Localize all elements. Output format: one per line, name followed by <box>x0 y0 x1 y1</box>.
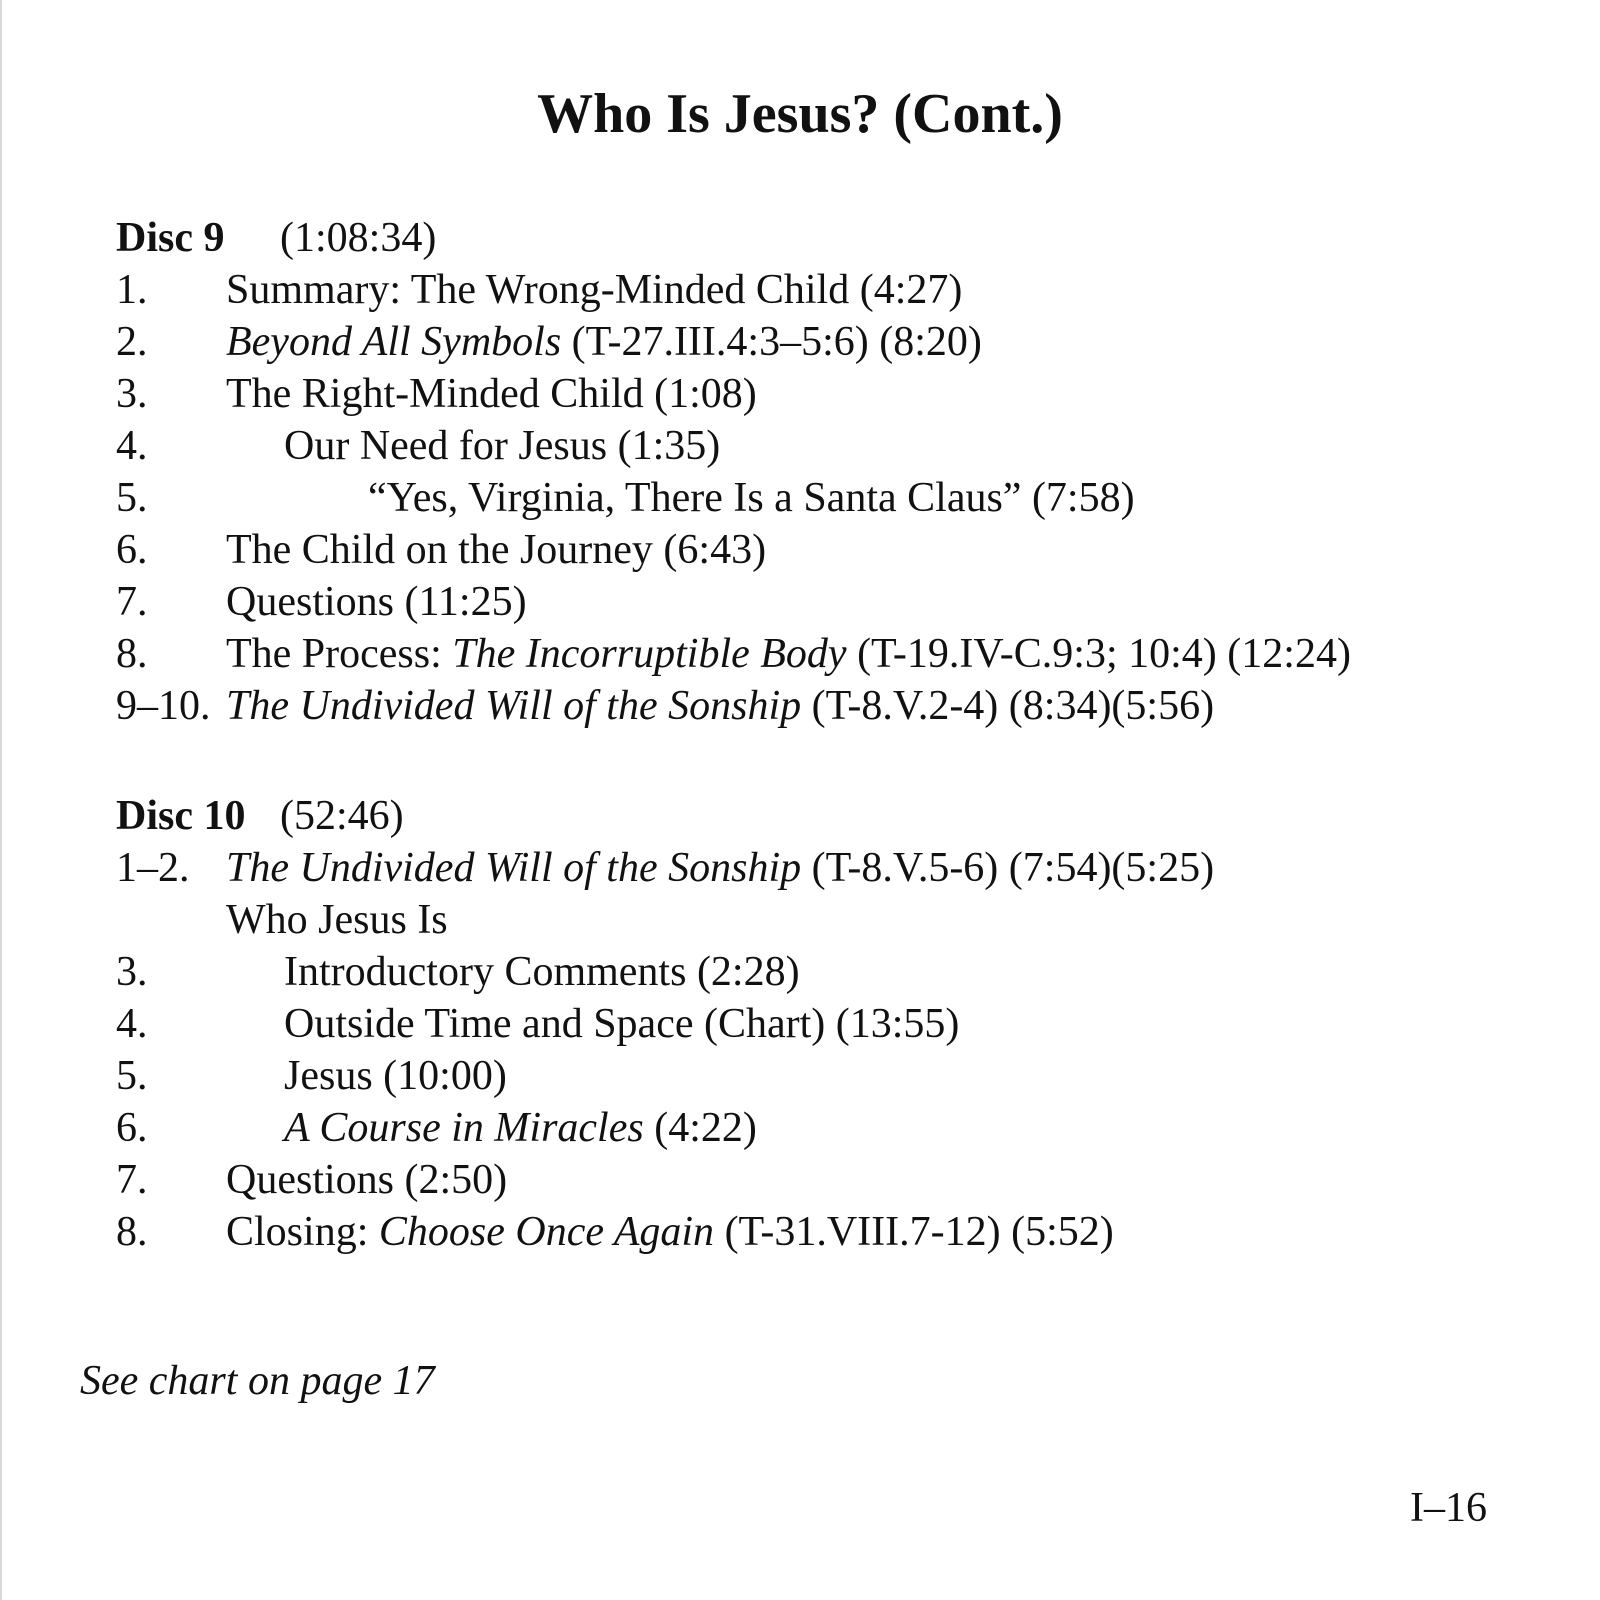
track-row <box>116 264 1351 316</box>
track-title: Outside Time and Space (Chart) (13:55) <box>284 1001 960 1047</box>
track-row <box>116 576 1351 628</box>
track-row <box>116 316 1351 368</box>
track-row <box>116 1050 1214 1102</box>
track-row <box>116 524 1351 576</box>
track-number: 1–2. <box>116 845 190 891</box>
disc-duration: (52:46) <box>280 793 404 839</box>
track-row <box>116 1102 1214 1154</box>
disc-9-section <box>116 212 1351 732</box>
track-number: 8. <box>116 631 148 677</box>
track-row <box>116 472 1351 524</box>
track-number: 7. <box>116 1157 148 1203</box>
track-title: The Right-Minded Child (1:08) <box>226 371 757 417</box>
track-number: 1. <box>116 267 148 313</box>
track-title: The Process: The Incorruptible Body (T-19.IV-C.9:3; 10:4) (12:24) <box>226 631 1351 677</box>
track-title: The Undivided Will of the Sonship (T-8.V.5-6) (7:54)(5:25) <box>226 845 1215 891</box>
track-number: 2. <box>116 319 148 365</box>
track-row <box>116 420 1351 472</box>
track-title: Summary: The Wrong-Minded Child (4:27) <box>226 267 963 313</box>
track-number: 3. <box>116 371 148 417</box>
disc-duration: (1:08:34) <box>280 215 437 261</box>
track-title: A Course in Miracles (4:22) <box>284 1105 757 1151</box>
track-title: Who Jesus Is <box>226 897 448 943</box>
track-number: 4. <box>116 423 148 469</box>
track-number: 9–10. <box>116 683 211 729</box>
track-number: 6. <box>116 527 148 573</box>
track-number: 6. <box>116 1105 148 1151</box>
chart-reference-note: See chart on page 17 <box>80 1358 435 1404</box>
disc-header <box>116 212 1351 264</box>
track-row <box>116 680 1351 732</box>
track-row <box>116 1154 1214 1206</box>
track-number: 8. <box>116 1209 148 1255</box>
track-row <box>116 368 1351 420</box>
disc-header <box>116 790 1214 842</box>
track-number: 3. <box>116 949 148 995</box>
track-row <box>116 1206 1214 1258</box>
disc-10-section <box>116 790 1214 1258</box>
section-subheading <box>116 894 1214 946</box>
track-title: Our Need for Jesus (1:35) <box>284 423 721 469</box>
track-number: 4. <box>116 1001 148 1047</box>
track-row <box>116 842 1214 894</box>
disc-label: Disc 10 <box>116 793 246 839</box>
page-edge-rule <box>0 0 2 1600</box>
track-title: “Yes, Virginia, There Is a Santa Claus” (7:58) <box>368 475 1135 521</box>
disc-label: Disc 9 <box>116 215 225 261</box>
track-title: Questions (2:50) <box>226 1157 508 1203</box>
track-title: Beyond All Symbols (T-27.III.4:3–5:6) (8:20) <box>226 319 982 365</box>
track-number: 5. <box>116 475 148 521</box>
track-row <box>116 998 1214 1050</box>
track-row <box>116 946 1214 998</box>
track-title: The Child on the Journey (6:43) <box>226 527 767 573</box>
track-title: Jesus (10:00) <box>284 1053 507 1099</box>
track-title: Introductory Comments (2:28) <box>284 949 800 995</box>
track-title: Questions (11:25) <box>226 579 527 625</box>
track-number: 7. <box>116 579 148 625</box>
track-row <box>116 628 1351 680</box>
track-title: Closing: Choose Once Again (T-31.VIII.7-12) (5:52) <box>226 1209 1114 1255</box>
page-number: I–16 <box>1410 1485 1487 1531</box>
page-title: Who Is Jesus? (Cont.) <box>537 83 1063 145</box>
track-title: The Undivided Will of the Sonship (T-8.V.2-4) (8:34)(5:56) <box>226 683 1215 729</box>
track-number: 5. <box>116 1053 148 1099</box>
